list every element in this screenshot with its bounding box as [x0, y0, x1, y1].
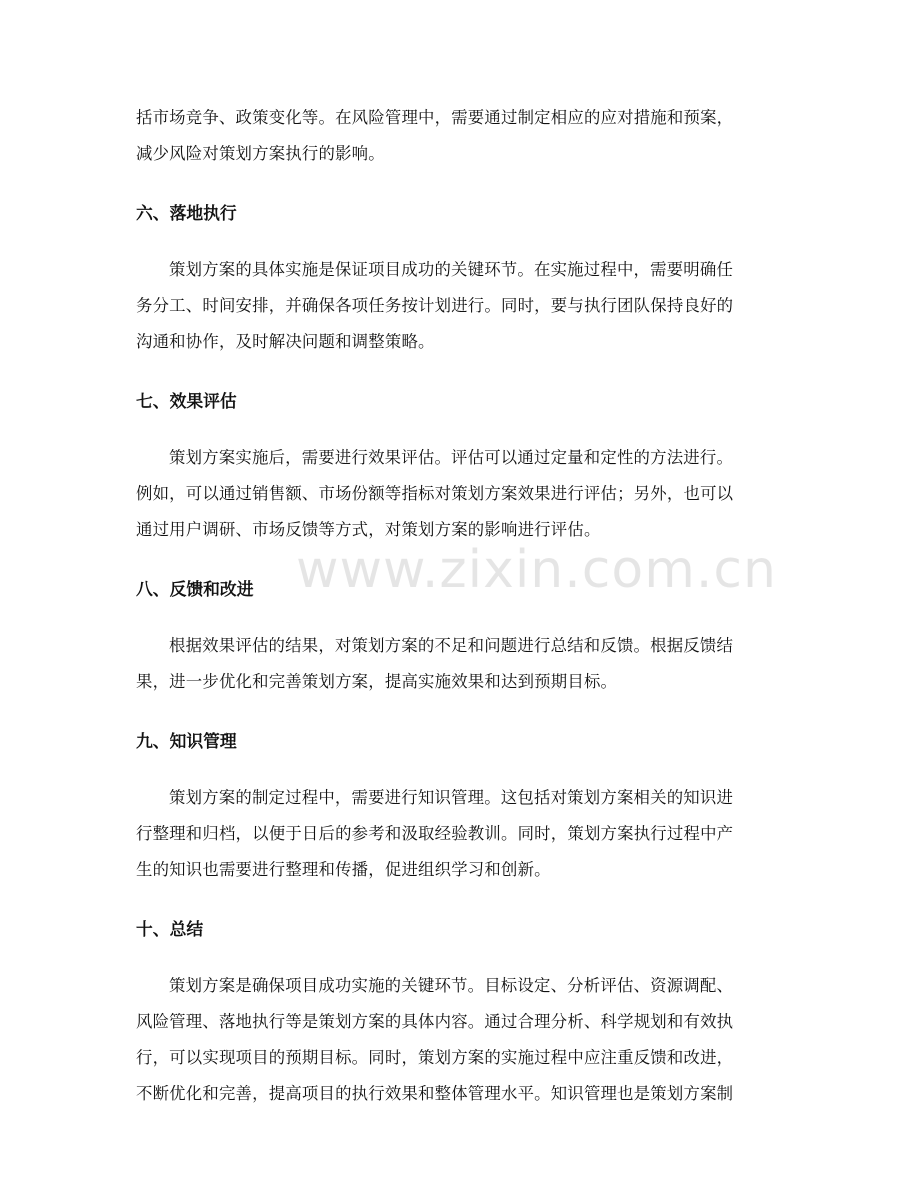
text-line: 策划方案的具体实施是保证项目成功的关键环节。在实施过程中，需要明确任	[169, 260, 734, 279]
text-line: 通过用户调研、市场反馈等方式，对策划方案的影响进行评估。	[136, 520, 601, 539]
text-line: 务分工、时间安排，并确保各项任务按计划进行。同时，要与执行团队保持良好的	[136, 296, 734, 315]
section-heading-knowledge: 九、知识管理	[136, 731, 237, 751]
section-heading-summary: 十、总结	[136, 919, 204, 939]
text-line: 策划方案的制定过程中，需要进行知识管理。这包括对策划方案相关的知识进	[169, 788, 734, 807]
text-line: 例如，可以通过销售额、市场份额等指标对策划方案效果进行评估；另外，也可以	[136, 484, 734, 503]
text-line: 风险管理、落地执行等是策划方案的具体内容。通过合理分析、科学规划和有效执	[136, 1012, 734, 1031]
text-line: 沟通和协作，及时解决问题和调整策略。	[136, 332, 435, 351]
text-line: 减少风险对策划方案执行的影响。	[136, 144, 385, 163]
document-body	[136, 100, 792, 1112]
text-line: 生的知识也需要进行整理和传播，促进组织学习和创新。	[136, 860, 551, 879]
watermark: www.zixin.com.cn	[296, 540, 777, 600]
text-line: 根据效果评估的结果，对策划方案的不足和问题进行总结和反馈。根据反馈结	[169, 636, 734, 655]
text-line: 策划方案是确保项目成功实施的关键环节。目标设定、分析评估、资源调配、	[169, 976, 734, 995]
text-line: 策划方案实施后，需要进行效果评估。评估可以通过定量和定性的方法进行。	[169, 448, 734, 467]
text-line: 果，进一步优化和完善策划方案，提高实施效果和达到预期目标。	[136, 672, 618, 691]
section-heading-evaluation: 七、效果评估	[136, 391, 237, 411]
paragraph-knowledge	[136, 780, 792, 888]
section-heading-feedback: 八、反馈和改进	[136, 579, 254, 599]
text-line: 不断优化和完善，提高项目的执行效果和整体管理水平。知识管理也是策划方案制	[136, 1084, 734, 1103]
paragraph-evaluation	[136, 440, 792, 548]
paragraph-feedback	[136, 628, 792, 700]
text-line: 括市场竞争、政策变化等。在风险管理中，需要通过制定相应的应对措施和预案，	[136, 108, 734, 127]
text-line: 行，可以实现项目的预期目标。同时，策划方案的实施过程中应注重反馈和改进，	[136, 1048, 734, 1067]
section-heading-implementation: 六、落地执行	[136, 203, 237, 223]
text-line: 行整理和归档，以便于日后的参考和汲取经验教训。同时，策划方案执行过程中产	[136, 824, 734, 843]
paragraph-risk-management-continued	[136, 100, 792, 172]
paragraph-summary	[136, 968, 792, 1112]
paragraph-implementation	[136, 252, 792, 360]
